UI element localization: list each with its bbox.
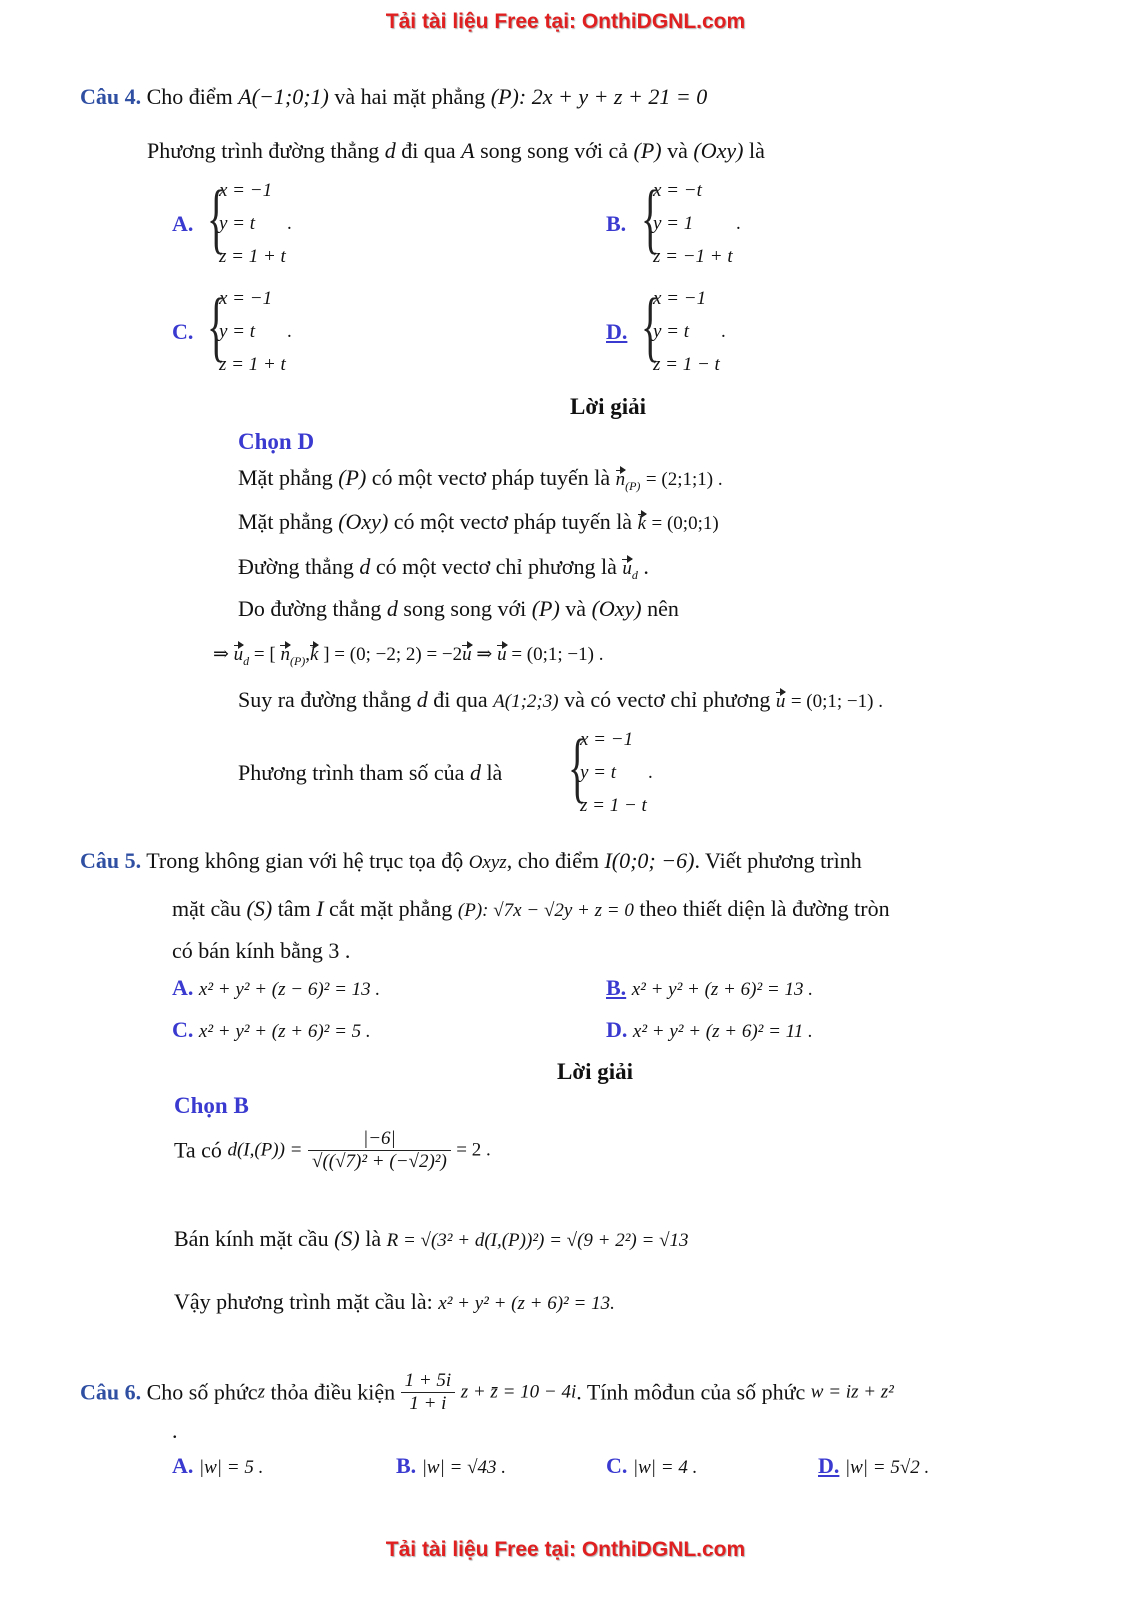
q6-trailing-dot: . [172, 1418, 178, 1443]
q4-option-b-system: { x = −t y = 1 z = −1 + t . [641, 174, 741, 267]
q4-sol-line4: Do đường thẳng d song song với (P) và (Oxy) nên [238, 596, 679, 621]
q4-answer: Chọn D [238, 429, 315, 454]
q5-statement: Câu 5. Trong không gian với hệ trục tọa độ Oxyz, cho điểm I(0;0; −6). Viết phương trình [80, 848, 862, 873]
q4-sol-line2: Mặt phẳng (Oxy) có một vectơ pháp tuyến là k = (0;0;1) [238, 509, 719, 534]
q5-option-c[interactable]: C. x² + y² + (z + 6)² = 5 . [172, 1017, 371, 1042]
brace-icon: { [207, 174, 226, 261]
brace-icon: { [568, 723, 587, 810]
q4-sol-system: { x = −1 y = t z = 1 − t . [568, 723, 653, 816]
q5-option-d[interactable]: D. x² + y² + (z + 6)² = 11 . [606, 1017, 813, 1042]
watermark-top: Tải tài liệu Free tại: OnthiDGNL.com [385, 10, 746, 33]
q5-sol-line3: Vậy phương trình mặt cầu là: x² + y² + (z + 6)² = 13. [174, 1289, 615, 1314]
q5-sol-line1: Ta có d(I,(P)) = $\frac{|-6|}{\text{√((√7)² + (−√2)²)}}$ = 2 . [174, 1128, 491, 1172]
q4-sol-line1: Mặt phẳng (P) có một vectơ pháp tuyến là $n_{(P)}$ = (2;1;1) . [238, 465, 723, 493]
q4-statement-line2: Phương trình đường thẳng d đi qua A song song với cả (P) và (Oxy) là [147, 138, 765, 163]
q4-sol-line5: ⇒ $u_d$ = [ $n_{(P)},k$ ] = (0; −2; 2) = −2u ⇒ u = (0;1; −1) . [213, 644, 604, 668]
q4-sol-line3: Đường thẳng d có một vectơ chỉ phương là $u_d$ . [238, 554, 649, 582]
q6-option-a[interactable]: A. |w| = 5 . [172, 1453, 264, 1478]
q5-option-b[interactable]: B. x² + y² + (z + 6)² = 13 . [606, 975, 813, 1000]
q6-option-c[interactable]: C. |w| = 4 . [606, 1453, 698, 1478]
q4-option-a-label[interactable]: A. [172, 211, 194, 236]
q4-sol-line7: Phương trình tham số của d là [238, 760, 503, 785]
q4-solution-heading: Lời giải [570, 394, 646, 419]
q5-sol-line2: Bán kính mặt cầu (S) là R = √(3² + d(I,(P))²) = √(9 + 2²) = √13 [174, 1226, 689, 1251]
q6-statement: Câu 6. Cho số phứcz thỏa điều kiện $\frac{1 + 5i}{1 + i}$ z + z̄ = 10 − 4i. Tính môđun của số phức w = iz + z² [80, 1370, 894, 1414]
q4-option-c-label[interactable]: C. [172, 319, 194, 344]
q5-option-a[interactable]: A. x² + y² + (z − 6)² = 13 . [172, 975, 381, 1000]
q5-answer: Chọn B [174, 1093, 249, 1118]
q5-statement-line3: có bán kính bằng 3 . [172, 938, 351, 963]
q4-option-c-system: { x = −1 y = t z = 1 + t . [207, 282, 292, 375]
q4-option-d-label[interactable]: D. [606, 319, 628, 344]
brace-icon: { [207, 282, 226, 369]
q4-option-d-system: { x = −1 y = t z = 1 − t . [641, 282, 726, 375]
q5-solution-heading: Lời giải [557, 1059, 633, 1084]
q6-label: Câu 6. [80, 1379, 142, 1405]
q4-label: Câu 4. [80, 84, 142, 109]
q6-option-d[interactable]: D. |w| = 5√2 . [818, 1453, 930, 1478]
q5-statement-line2: mặt cầu (S) tâm I cắt mặt phẳng (P): √7x − √2y + z = 0 theo thiết diện là đường tròn [172, 896, 890, 921]
q4-statement: Câu 4. Cho điểm A(−1;0;1) và hai mặt phẳng (P): 2x + y + z + 21 = 0 [80, 84, 708, 109]
q4-sol-line6: Suy ra đường thẳng d đi qua A(1;2;3) và có vectơ chỉ phương u = (0;1; −1) . [238, 687, 883, 712]
q4-option-b-label[interactable]: B. [606, 211, 627, 236]
brace-icon: { [641, 174, 660, 261]
q6-option-b[interactable]: B. |w| = √43 . [396, 1453, 507, 1478]
watermark-bottom: Tải tài liệu Free tại: OnthiDGNL.com [385, 1538, 746, 1561]
q4-option-a-system: { x = −1 y = t z = 1 + t . [207, 174, 292, 267]
q5-label: Câu 5. [80, 848, 142, 873]
brace-icon: { [641, 282, 660, 369]
